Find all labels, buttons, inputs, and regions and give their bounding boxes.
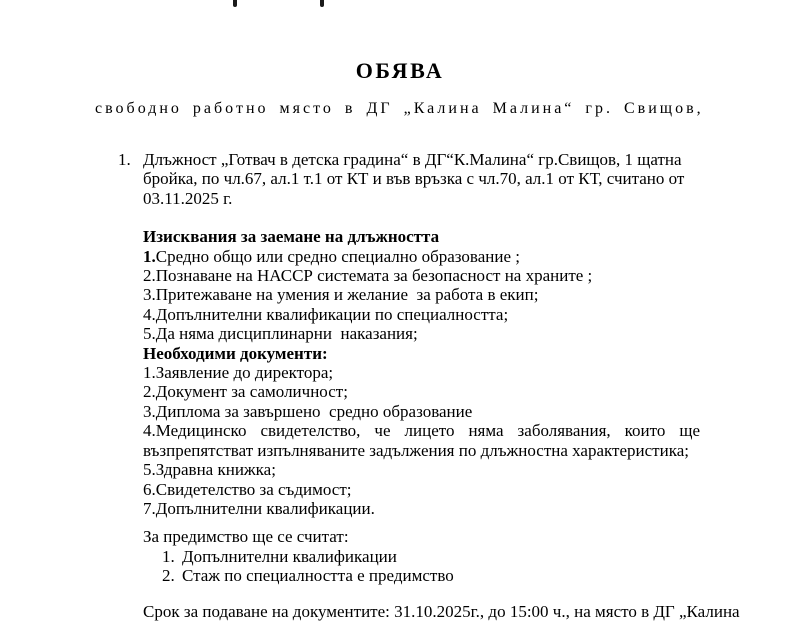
- document-item: [143, 421, 700, 440]
- document-item: [143, 402, 707, 421]
- requirement-item: [143, 305, 707, 324]
- item-number: 3.: [143, 401, 156, 421]
- item-number: 1.: [143, 363, 156, 383]
- document-item: [143, 460, 707, 479]
- item-text: Допълнителни квалификации по специалността;: [155, 304, 509, 324]
- item-text: Допълнителни квалификации: [182, 546, 397, 566]
- item-number: 7.: [143, 498, 156, 518]
- preference-item: [143, 566, 707, 585]
- item-text: Стаж по специалността е предимство: [182, 566, 454, 586]
- document-item: [143, 480, 707, 499]
- item-number: 2.: [143, 266, 156, 286]
- document-item: [143, 382, 707, 401]
- item-number: 2.: [143, 382, 156, 402]
- item-text: Документ за самоличност;: [155, 382, 348, 402]
- item-number: 3.: [143, 285, 156, 305]
- vacancy-number: 1.: [118, 150, 131, 169]
- item-text: Да няма дисциплинарни наказания;: [155, 324, 418, 344]
- vacancy-text: Длъжност „Готвач в детска градина“ в ДГ“К.Малина“ гр.Свищов, 1 щатна бройка, по чл.67, ал.1 т.1 от КТ и във връзка с чл.70, ал.1 от КТ, считано от 03.11.2025 г.: [143, 150, 685, 208]
- item-text: Заявление до директора;: [155, 363, 334, 383]
- item-text: Здравна книжка;: [155, 460, 276, 480]
- item-text: възпрепятстват изпълняваните задължения по длъжностна характеристика;: [143, 440, 689, 460]
- document-item: [143, 363, 707, 382]
- item-text: Диплома за завършено средно образование: [155, 401, 473, 421]
- item-number: 5.: [143, 460, 156, 480]
- announcement-subtitle: свободно работно място в ДГ „Калина Малина“ гр. Свищов,: [95, 100, 704, 117]
- cutoff-text-fragment: [320, 0, 324, 7]
- documents-heading: Необходими документи:: [143, 343, 328, 363]
- document-item: [143, 499, 707, 518]
- item-number: 2.: [162, 566, 175, 586]
- item-text: Познаване на НАССР системата за безопасност на храните ;: [155, 266, 593, 286]
- item-number: 6.: [143, 479, 156, 499]
- preference-item: [143, 547, 707, 566]
- document-item-continuation: [143, 441, 707, 460]
- requirement-item: [143, 324, 707, 343]
- deadline-text: Срок за подаване на документите: 31.10.2025г., до 15:00 ч., на място в ДГ „Калина: [143, 601, 740, 621]
- item-text: Медицинско свидетелство, че лицето няма заболявания, които ще: [155, 421, 700, 441]
- document-body: [118, 150, 740, 621]
- item-text: Средно общо или средно специално образование ;: [155, 246, 520, 266]
- item-number: 4.: [143, 304, 156, 324]
- vacancy-paragraph: [118, 150, 723, 208]
- item-number: 4.: [143, 421, 156, 441]
- announcement-title: ОБЯВА: [355, 58, 445, 83]
- item-text: Допълнителни квалификации.: [155, 498, 375, 518]
- cutoff-text-fragment: [233, 0, 237, 7]
- preference-heading: За предимство ще се считат:: [143, 527, 349, 547]
- item-number: 1.: [143, 246, 156, 266]
- item-number: 5.: [143, 324, 156, 344]
- item-number: 1.: [162, 546, 175, 566]
- item-text: Свидетелство за съдимост;: [155, 479, 352, 499]
- requirements-heading: Изисквания за заемане на длъжността: [143, 227, 440, 247]
- requirement-item: [143, 247, 707, 266]
- requirement-item: [143, 285, 707, 304]
- item-text: Притежаване на умения и желание за работа в екип;: [155, 285, 539, 305]
- requirement-item: [143, 266, 707, 285]
